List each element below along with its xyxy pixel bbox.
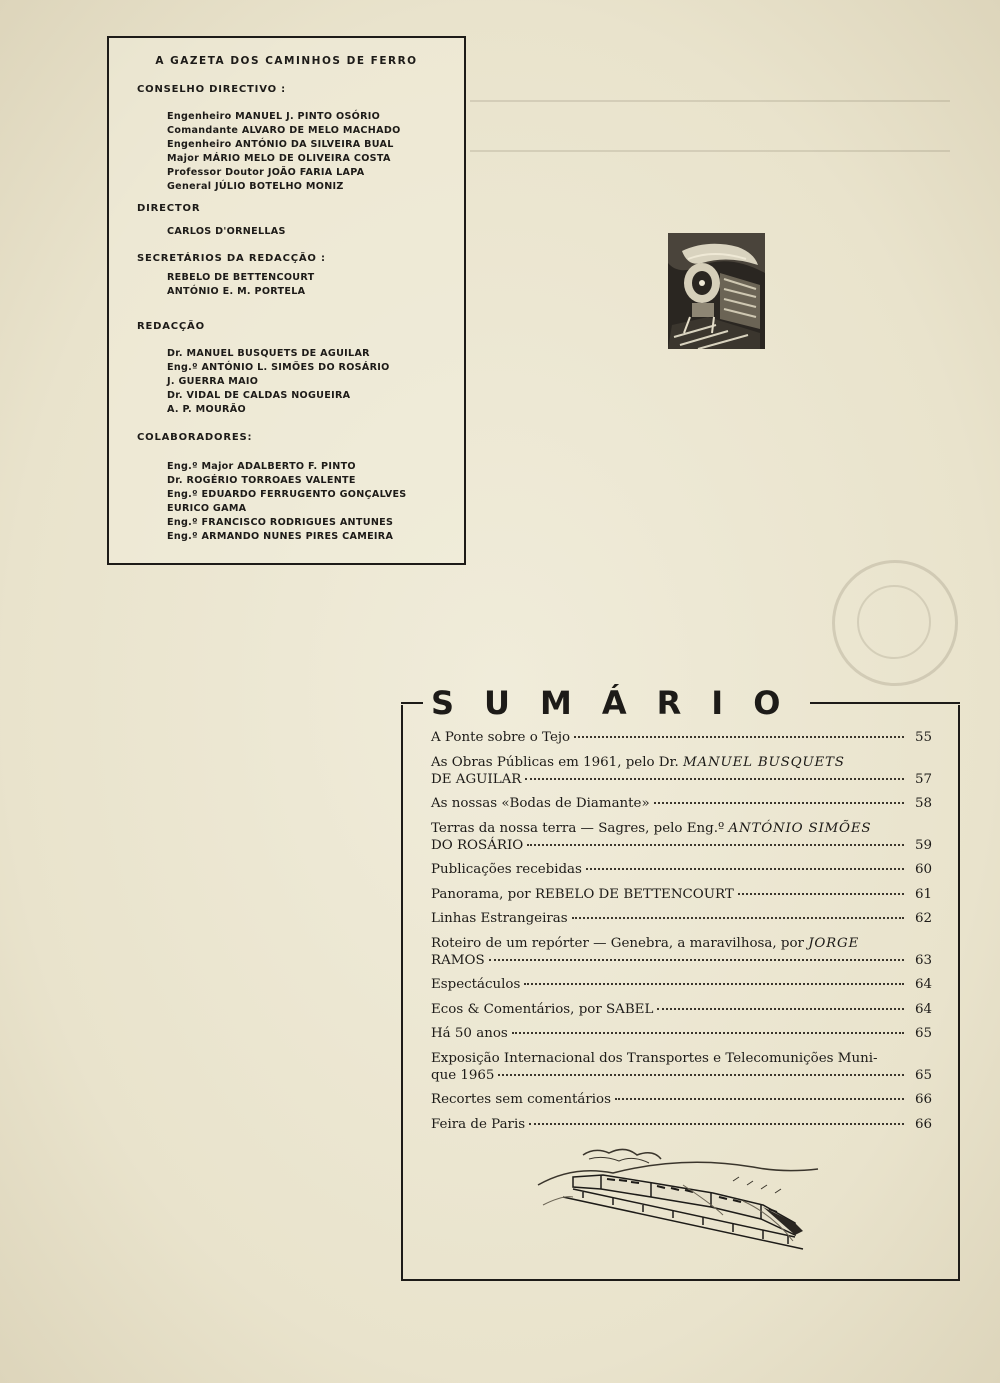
dot-leader: [657, 1008, 904, 1010]
dot-leader: [512, 1032, 904, 1034]
toc-entry-text: A Ponte sobre o Tejo: [431, 730, 571, 745]
staff-name: A. P. MOURÃO: [167, 404, 246, 415]
toc-entry-author: SABEL: [605, 1001, 654, 1017]
toc-entry-text: Recortes sem comentários: [431, 1092, 611, 1107]
staff-name: EURICO GAMA: [167, 503, 247, 514]
dot-leader: [529, 1123, 904, 1125]
secretarios-list: [167, 271, 314, 299]
show-through-rule: [470, 100, 950, 102]
toc-entry-text: Feira de Paris: [431, 1116, 526, 1132]
director-heading: DIRECTOR: [137, 203, 201, 214]
toc-entry-text: Ecos & Comentários, por SABEL: [431, 1001, 654, 1017]
toc-entry: [431, 820, 932, 854]
staff-name: Dr. ROGÉRIO TORROAES VALENTE: [167, 475, 356, 486]
toc-entry: [431, 729, 932, 746]
staff-name: Dr. MANUEL BUSQUETS DE AGUILAR: [167, 348, 370, 359]
masthead-box: [107, 36, 466, 565]
toc-entry-text: [431, 952, 485, 969]
show-through-rule: [470, 150, 950, 152]
colaboradores-list: [167, 460, 407, 544]
toc-entry-text: Linhas Estrangeiras: [431, 911, 568, 926]
redaccao-list: [167, 347, 390, 417]
toc-entry: [431, 861, 932, 878]
staff-name: ANTÓNIO E. M. PORTELA: [167, 286, 306, 297]
toc-entry: [431, 754, 932, 788]
toc-entry: [431, 1091, 932, 1108]
train-illustration: [533, 1145, 823, 1255]
toc-entry-text: Espectáculos: [431, 977, 521, 992]
table-of-contents: [431, 729, 932, 1140]
toc-entry: [431, 1050, 932, 1084]
colaboradores-heading: COLABORADORES:: [137, 432, 253, 443]
toc-page-number: 59: [914, 837, 932, 853]
toc-page-number: 58: [914, 796, 932, 811]
staff-name: Engenheiro MANUEL J. PINTO OSÓRIO: [167, 111, 381, 122]
toc-entry-author: DE AGUILAR: [431, 771, 522, 787]
toc-page-number: 62: [914, 911, 932, 926]
staff-name: Eng.º ANTÓNIO L. SIMÕES DO ROSÁRIO: [167, 362, 390, 373]
toc-entry: [431, 1025, 932, 1042]
director-list: [167, 225, 286, 239]
toc-page-number: 65: [914, 1026, 932, 1041]
staff-name: CARLOS D'ORNELLAS: [167, 226, 286, 237]
header-rule-left: [401, 702, 423, 705]
staff-name: Professor Doutor JOÃO FARIA LAPA: [167, 167, 365, 178]
toc-page-number: 65: [914, 1067, 932, 1083]
toc-entry-text: As nossas «Bodas de Diamante»: [431, 796, 650, 811]
toc-entry-text: que 1965: [431, 1067, 495, 1083]
locomotive-engraving: [668, 233, 765, 349]
staff-name: REBELO DE BETTENCOURT: [167, 272, 315, 283]
toc-entry: [431, 935, 932, 969]
toc-entry-author: JORGE: [808, 935, 860, 951]
toc-page-number: 55: [914, 730, 932, 745]
staff-name: Comandante ALVARO DE MELO MACHADO: [167, 125, 401, 136]
toc-entry-text: Publicações recebidas: [431, 862, 582, 877]
toc-entry: [431, 976, 932, 993]
toc-page-number: 66: [914, 1116, 932, 1132]
conselho-heading: CONSELHO DIRECTIVO :: [137, 84, 286, 95]
show-through-stamp: [832, 560, 958, 686]
dot-leader: [525, 778, 904, 780]
secretarios-heading: SECRETÁRIOS DA REDACÇÃO :: [137, 253, 326, 264]
toc-entry-title: As Obras Públicas em 1961, pelo Dr. MANUEL BUSQUETS: [431, 754, 845, 770]
dot-leader: [574, 736, 904, 738]
header-rule-right: [810, 702, 960, 705]
toc-entry-title: Terras da nossa terra — Sagres, pelo Eng.º ANTÓNIO SIMÕES: [431, 820, 872, 836]
toc-page-number: 60: [914, 862, 932, 877]
staff-name: Eng.º ARMANDO NUNES PIRES CAMEIRA: [167, 531, 394, 542]
conselho-list: [167, 110, 401, 194]
staff-name: J. GUERRA MAIO: [167, 376, 259, 387]
staff-name: Eng.º Major ADALBERTO F. PINTO: [167, 461, 356, 472]
toc-entry: [431, 910, 932, 927]
toc-entry-author: ANTÓNIO SIMÕES: [728, 820, 872, 836]
toc-entry: [431, 1001, 932, 1018]
toc-entry-text: [431, 837, 523, 854]
toc-entry-text: [431, 771, 521, 788]
dot-leader: [586, 868, 904, 870]
sumario-title: SUMÁRIO: [431, 684, 811, 722]
toc-page-number: 61: [914, 886, 932, 902]
toc-entry: [431, 886, 932, 903]
toc-page-number: 64: [914, 977, 932, 992]
toc-entry-title: Exposição Internacional dos Transportes e Telecomunições Muni-: [431, 1050, 878, 1066]
toc-entry-author: REBELO DE BETTENCOURT: [534, 886, 734, 902]
toc-entry: [431, 1116, 932, 1133]
dot-leader: [489, 959, 904, 961]
toc-entry-title: Roteiro de um repórter — Genebra, a maravilhosa, por JORGE: [431, 935, 860, 951]
toc-page-number: 66: [914, 1092, 932, 1107]
toc-page-number: 64: [914, 1001, 932, 1017]
dot-leader: [527, 844, 904, 846]
staff-name: General JÚLIO BOTELHO MONIZ: [167, 181, 344, 192]
staff-name: Eng.º FRANCISCO RODRIGUES ANTUNES: [167, 517, 394, 528]
toc-page-number: 57: [914, 771, 932, 787]
toc-entry: [431, 795, 932, 812]
toc-entry-author: RAMOS: [431, 952, 485, 968]
toc-entry-text: Panorama, por REBELO DE BETTENCOURT: [431, 886, 734, 902]
dot-leader: [615, 1098, 904, 1100]
toc-page-number: 63: [914, 952, 932, 968]
dot-leader: [738, 893, 904, 895]
staff-name: Eng.º EDUARDO FERRUGENTO GONÇALVES: [167, 489, 407, 500]
dot-leader: [524, 983, 904, 985]
staff-name: Major MÁRIO MELO DE OLIVEIRA COSTA: [167, 153, 391, 164]
dot-leader: [654, 802, 904, 804]
sumario-box: [401, 684, 960, 1281]
masthead-title: A GAZETA DOS CAMINHOS DE FERRO: [155, 55, 418, 67]
staff-name: Engenheiro ANTÓNIO DA SILVEIRA BUAL: [167, 139, 394, 150]
toc-entry-text: Há 50 anos: [431, 1026, 508, 1041]
sumario-header: [401, 685, 960, 721]
dot-leader: [572, 917, 904, 919]
dot-leader: [498, 1074, 904, 1076]
redaccao-heading: REDACÇÃO: [137, 321, 205, 332]
toc-entry-author: MANUEL BUSQUETS: [683, 754, 845, 770]
staff-name: Dr. VIDAL DE CALDAS NOGUEIRA: [167, 390, 351, 401]
toc-entry-author: DO ROSÁRIO: [431, 837, 524, 853]
